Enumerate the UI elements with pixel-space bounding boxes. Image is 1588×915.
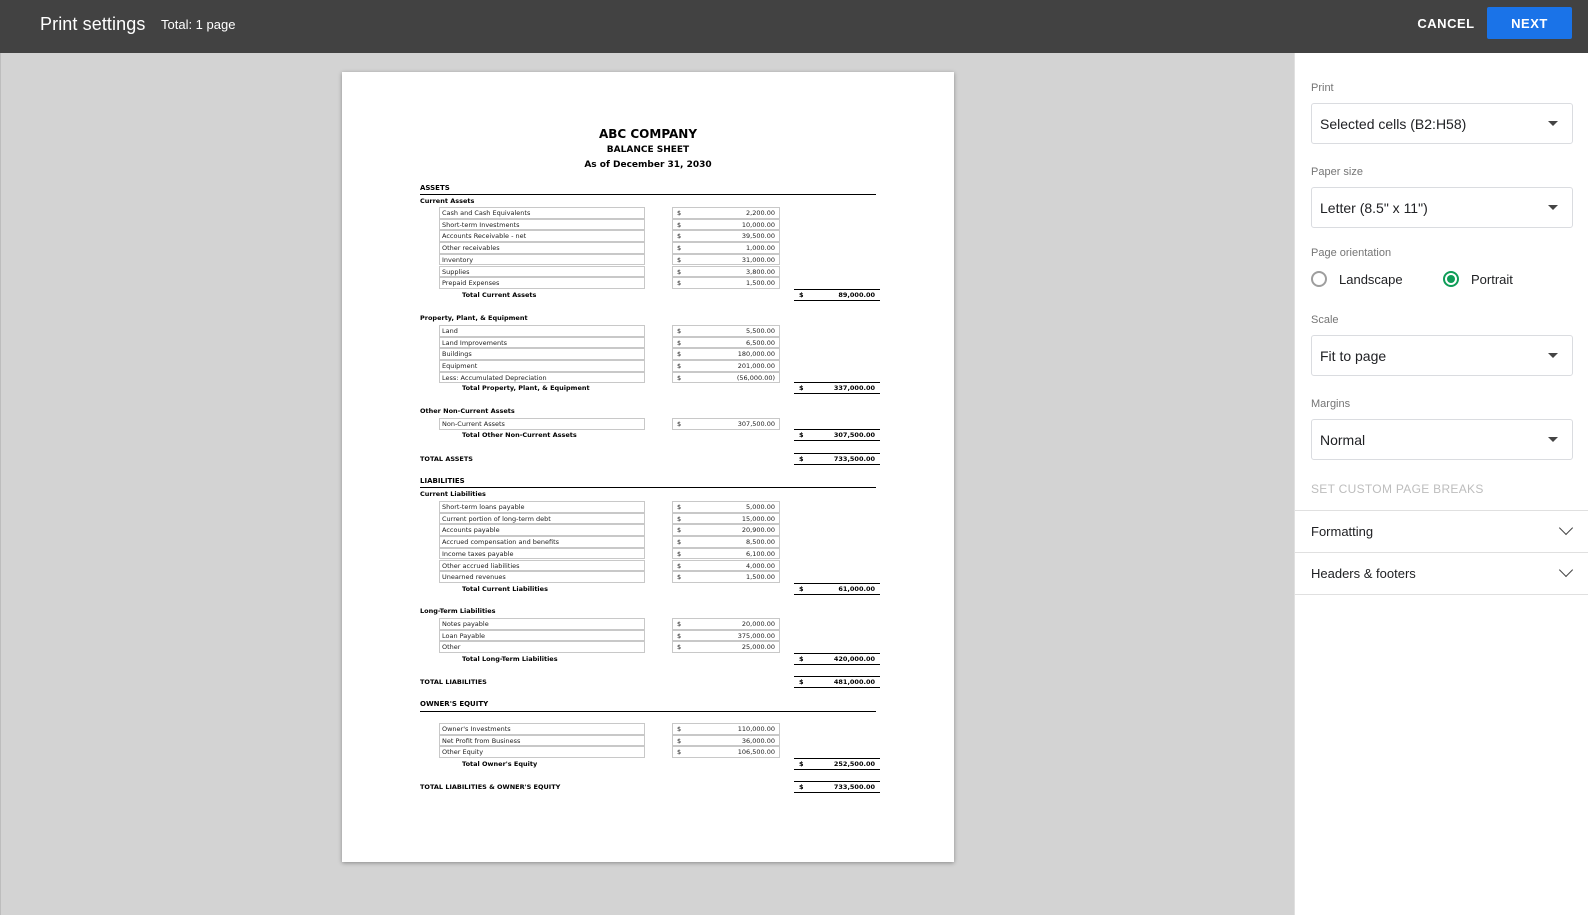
line-item-amount: $ 3,800.00 <box>672 266 780 278</box>
section-divider <box>420 711 876 712</box>
assets-heading: ASSETS <box>420 184 450 192</box>
line-item-amount: $ 4,000.00 <box>672 560 780 572</box>
print-range-value: Selected cells (B2:H58) <box>1320 116 1467 132</box>
chevron-down-icon <box>1559 563 1573 577</box>
line-item-amount: $ 106,500.00 <box>672 746 780 758</box>
line-item-amount: $ 6,500.00 <box>672 337 780 349</box>
line-item-amount: $ 180,000.00 <box>672 348 780 360</box>
line-item-label: Other receivables <box>439 242 645 254</box>
line-item-amount: $ 375,000.00 <box>672 630 780 642</box>
paper-size-value: Letter (8.5" x 11") <box>1320 200 1428 216</box>
paper-size-label: Paper size <box>1311 166 1363 178</box>
line-item-label: Loan Payable <box>439 630 645 642</box>
chevron-down-icon <box>1559 521 1573 535</box>
scale-select[interactable] <box>1311 335 1573 376</box>
total-value: $ 307,500.00 <box>794 429 880 441</box>
line-item-label: Owner's Investments <box>439 723 645 735</box>
line-item-label: Notes payable <box>439 618 645 630</box>
portrait-label[interactable]: Portrait <box>1471 272 1513 287</box>
divider <box>1295 594 1588 595</box>
paper-size-select[interactable] <box>1311 187 1573 228</box>
company-name: ABC COMPANY <box>598 127 698 141</box>
line-item-amount: $ 5,500.00 <box>672 325 780 337</box>
line-item-label: Inventory <box>439 254 645 266</box>
line-item-amount: $ 20,000.00 <box>672 618 780 630</box>
line-item-amount: $ 10,000.00 <box>672 219 780 231</box>
top-bar <box>0 0 1588 53</box>
line-item-label: Other Equity <box>439 746 645 758</box>
long-term-liabilities-heading: Long-Term Liabilities <box>420 607 496 615</box>
line-item-label: Equipment <box>439 360 645 372</box>
total-value: $ 89,000.00 <box>794 289 880 301</box>
line-item-label: Current portion of long-term debt <box>439 513 645 525</box>
line-item-amount: $ 1,000.00 <box>672 242 780 254</box>
total-label: Total Current Liabilities <box>462 585 548 593</box>
dropdown-arrow-icon <box>1548 205 1558 210</box>
line-item-label: Other accrued liabilities <box>439 560 645 572</box>
total-value: $ 420,000.00 <box>794 653 880 665</box>
landscape-label[interactable]: Landscape <box>1339 272 1403 287</box>
margins-value: Normal <box>1320 432 1366 448</box>
set-custom-page-breaks-button[interactable]: SET CUSTOM PAGE BREAKS <box>1311 482 1484 496</box>
total-value: $ 61,000.00 <box>794 583 880 595</box>
line-item-label: Less: Accumulated Depreciation <box>439 372 645 384</box>
line-item-amount: $ 20,900.00 <box>672 524 780 536</box>
section-divider <box>420 194 876 195</box>
line-item-amount: $ 2,200.00 <box>672 207 780 219</box>
print-label: Print <box>1311 82 1334 94</box>
total-liabilities-label: TOTAL LIABILITIES <box>420 678 487 686</box>
line-item-amount: $ 39,500.00 <box>672 230 780 242</box>
current-liabilities-heading: Current Liabilities <box>420 490 486 498</box>
next-button[interactable]: NEXT <box>1487 7 1572 39</box>
total-label: Total Property, Plant, & Equipment <box>462 384 590 392</box>
cancel-button[interactable]: CANCEL <box>1408 7 1484 39</box>
scale-label: Scale <box>1311 314 1339 326</box>
line-item-amount: $ 201,000.00 <box>672 360 780 372</box>
line-item-label: Cash and Cash Equivalents <box>439 207 645 219</box>
line-item-amount: $ 1,500.00 <box>672 571 780 583</box>
orientation-label: Page orientation <box>1311 247 1392 259</box>
line-item-amount: $ 25,000.00 <box>672 641 780 653</box>
dropdown-arrow-icon <box>1548 353 1558 358</box>
margins-select[interactable] <box>1311 419 1573 460</box>
line-item-label: Short-term Investments <box>439 219 645 231</box>
total-value: $ 337,000.00 <box>794 382 880 394</box>
line-item-amount: $ 5,000.00 <box>672 501 780 513</box>
headers-footers-label: Headers & footers <box>1311 566 1416 581</box>
portrait-radio[interactable] <box>1443 271 1459 287</box>
line-item-label: Buildings <box>439 348 645 360</box>
line-item-label: Unearned revenues <box>439 571 645 583</box>
dropdown-arrow-icon <box>1548 121 1558 126</box>
print-range-select[interactable] <box>1311 103 1573 144</box>
line-item-amount: $ 1,500.00 <box>672 277 780 289</box>
line-item-label: Income taxes payable <box>439 548 645 560</box>
sheet-date: As of December 31, 2030 <box>584 160 712 170</box>
total-label: Total Owner's Equity <box>462 760 538 768</box>
total-liabilities-value: $ 481,000.00 <box>794 676 880 688</box>
line-item-label: Short-term loans payable <box>439 501 645 513</box>
dropdown-arrow-icon <box>1548 437 1558 442</box>
equity-heading: OWNER'S EQUITY <box>420 700 489 708</box>
line-item-label: Net Profit from Business <box>439 735 645 747</box>
other-assets-heading: Other Non-Current Assets <box>420 407 515 415</box>
line-item-amount: $ 6,100.00 <box>672 548 780 560</box>
total-value: $ 252,500.00 <box>794 758 880 770</box>
headers-footers-accordion[interactable] <box>1295 553 1588 595</box>
total-label: Total Other Non-Current Assets <box>462 431 577 439</box>
margins-label: Margins <box>1311 398 1351 410</box>
line-item-label: Accounts payable <box>439 524 645 536</box>
line-item-label: Supplies <box>439 266 645 278</box>
preview-page <box>342 72 954 862</box>
scale-value: Fit to page <box>1320 348 1387 364</box>
line-item-label: Accounts Receivable - net <box>439 230 645 242</box>
sheet-title: BALANCE SHEET <box>606 145 690 155</box>
formatting-label: Formatting <box>1311 524 1374 539</box>
line-item-amount: $ 15,000.00 <box>672 513 780 525</box>
landscape-radio[interactable] <box>1311 271 1327 287</box>
formatting-accordion[interactable] <box>1295 511 1588 553</box>
line-item-amount: $ 36,000.00 <box>672 735 780 747</box>
section-divider <box>420 487 876 488</box>
ppe-heading: Property, Plant, & Equipment <box>420 314 528 322</box>
page-title: Print settings <box>40 14 146 34</box>
line-item-amount: $ 8,500.00 <box>672 536 780 548</box>
total-assets-value: $ 733,500.00 <box>794 453 880 465</box>
line-item-amount: $ 307,500.00 <box>672 418 780 430</box>
line-item-label: Other <box>439 641 645 653</box>
total-label: Total Long-Term Liabilities <box>462 655 558 663</box>
total-label: Total Current Assets <box>462 291 537 299</box>
line-item-label: Non-Current Assets <box>439 418 645 430</box>
line-item-label: Prepaid Expenses <box>439 277 645 289</box>
total-liabilities-equity-label: TOTAL LIABILITIES & OWNER'S EQUITY <box>420 783 561 791</box>
page-count: Total: 1 page <box>161 17 236 32</box>
print-preview-area <box>0 53 1294 915</box>
line-item-label: Accrued compensation and benefits <box>439 536 645 548</box>
current-assets-heading: Current Assets <box>420 197 475 205</box>
line-item-amount: $ 31,000.00 <box>672 254 780 266</box>
line-item-label: Land Improvements <box>439 337 645 349</box>
liabilities-heading: LIABILITIES <box>420 477 465 485</box>
total-assets-label: TOTAL ASSETS <box>420 455 473 463</box>
line-item-amount: $ 110,000.00 <box>672 723 780 735</box>
line-item-label: Land <box>439 325 645 337</box>
line-item-amount: $ (56,000.00) <box>672 372 780 384</box>
total-liabilities-equity-value: $ 733,500.00 <box>794 781 880 793</box>
settings-panel <box>1294 53 1588 915</box>
